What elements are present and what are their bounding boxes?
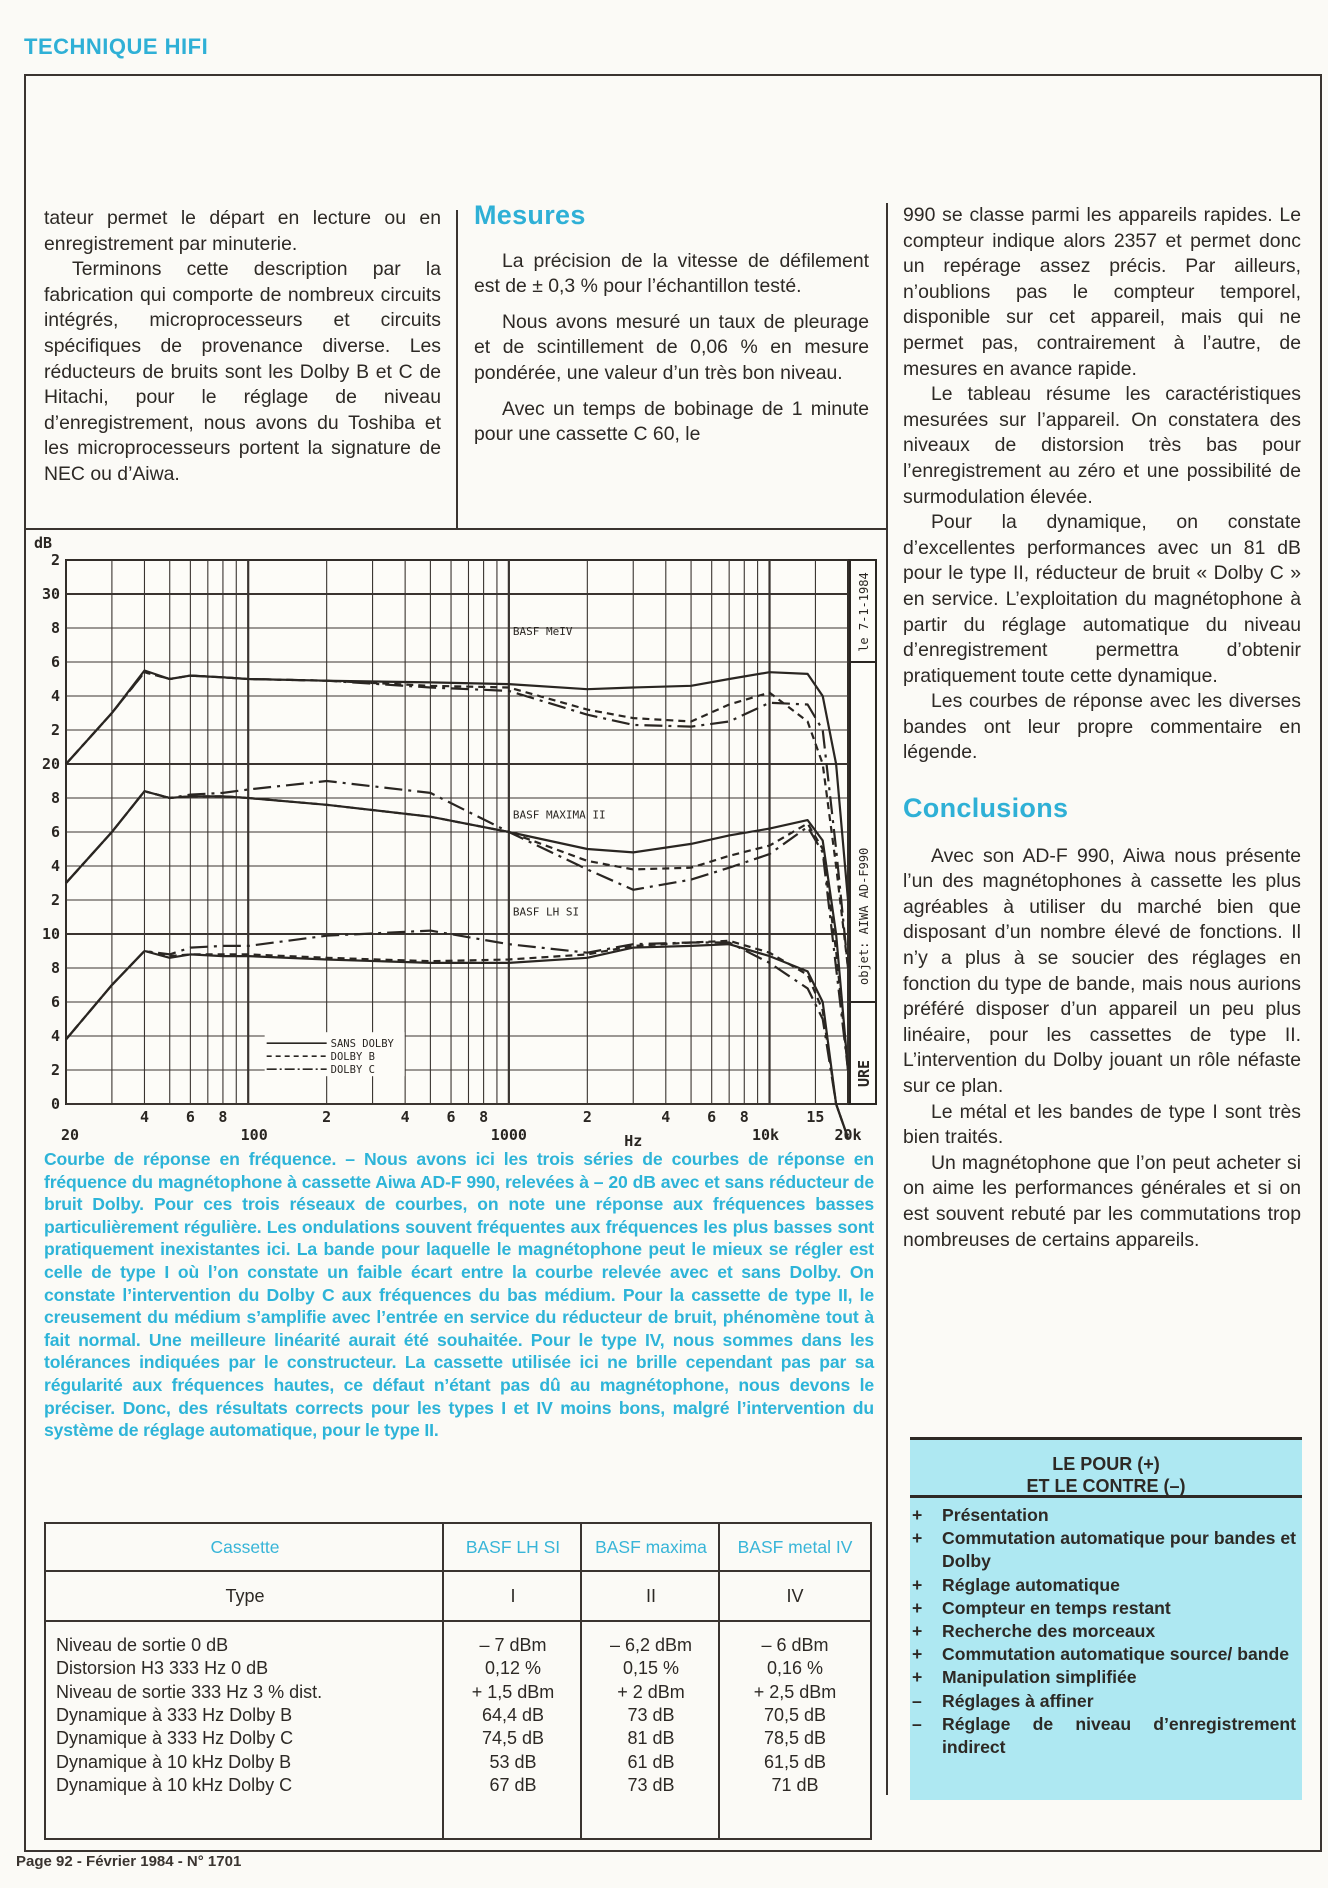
table-row	[46, 1751, 870, 1774]
x-tick-label: 6	[446, 1108, 456, 1126]
pros-cons-box	[910, 1437, 1302, 1800]
x-tick-label: 20	[60, 1126, 80, 1144]
y-tick-label: 2	[50, 551, 60, 569]
table-cell: 78,5 dB	[763, 1728, 827, 1749]
x-tick-label: 2	[582, 1108, 592, 1126]
ure-logo-icon: URE	[855, 1059, 873, 1087]
plus-icon: +	[912, 1621, 923, 1642]
x-tick-label: 4	[661, 1108, 671, 1126]
y-tick-label: 6	[50, 823, 60, 841]
table-cell: 73 dB	[627, 1704, 675, 1725]
table-header-cell: Cassette	[210, 1537, 280, 1557]
x-tick-label: 6	[185, 1108, 195, 1126]
chart-canvas	[30, 530, 890, 1150]
table-cell: 0,12 %	[484, 1658, 542, 1679]
plus-icon: +	[912, 1528, 923, 1549]
chart-object: objet: AIWA AD-F990	[857, 847, 871, 985]
legend-label: DOLBY B	[330, 1051, 375, 1064]
pros-cons-item-label: Réglage de niveau d’enregistrement indirect	[942, 1713, 1296, 1758]
paragraph: Avec son AD-F 990, Aiwa nous présente l’un des magnétophones à cassette les plus agréables à utiliser du marché bien que disposant d’un nombre élevé de fonctions. Il n’y a plus à se soucier des réglages en fonction du type de bande, mais nous aurions préféré disposer d’un appareil un peu plus linéaire, pour les cassettes de type II. L’intervention du Dolby jouant un rôle néfaste sur ce plan.	[903, 844, 1301, 1097]
table-row	[46, 1774, 870, 1797]
plus-icon: +	[912, 1597, 923, 1618]
paragraph: Avec un temps de bobinage de 1 minute pour une cassette C 60, le	[474, 397, 869, 446]
x-tick-label: 10k	[751, 1126, 780, 1144]
table-cell: 61 dB	[627, 1751, 675, 1772]
table-cell: – 6,2 dBm	[609, 1635, 693, 1655]
table-row	[46, 1681, 870, 1704]
table-cell: 64,4 dB	[481, 1704, 545, 1725]
plus-icon: +	[912, 1644, 923, 1665]
y-tick-label: 4	[50, 687, 60, 705]
y-axis-unit: dB	[34, 534, 53, 552]
table-cell: + 1,5 dBm	[471, 1681, 555, 1702]
plus-icon: +	[912, 1505, 923, 1525]
table-cell: Distorsion H3 333 Hz 0 dB	[56, 1658, 269, 1679]
table-cell: IV	[786, 1586, 804, 1606]
paragraph: Le tableau résume les caractéristiques mesurées sur l’appareil. On constatera des niveaux de distorsion très bas pour l’enregistrement au zéro et une possibilité de surmodulation élevée.	[903, 383, 1301, 508]
chart-date: le 7-1-1984	[857, 572, 871, 652]
y-tick-label: 2	[50, 891, 60, 909]
table-cell: 0,16 %	[766, 1658, 824, 1679]
pros-cons-title-line: LE POUR (+)	[1052, 1454, 1160, 1474]
y-tick-label: 2	[50, 1061, 60, 1079]
table-header-row	[46, 1524, 870, 1570]
plus-icon: +	[912, 1574, 923, 1595]
table-cell: – 6 dBm	[761, 1635, 829, 1655]
table-cell: Dynamique à 10 kHz Dolby B	[56, 1751, 292, 1772]
paragraph: Terminons cette description par la fabrication qui comporte de nombreux circuits intégrés, microprocesseurs et circuits spécifiques de provenance diverse. Les réducteurs de bruits sont les Dolby B et C de Hitachi, pour le réglage de niveau d’enregistrement, nous avons du Toshiba et les microprocesseurs portent la signature de NEC ou d’Aiwa.	[44, 258, 441, 485]
pros-cons-title-line: ET LE CONTRE (–)	[1026, 1476, 1186, 1496]
x-tick-label: 6	[707, 1108, 717, 1126]
y-tick-label: 4	[50, 857, 60, 875]
x-tick-label: 8	[739, 1108, 749, 1126]
section-tag: TECHNIQUE HIFI	[24, 34, 209, 59]
y-tick-label: 6	[50, 993, 60, 1011]
y-tick-label: 8	[50, 619, 60, 637]
plus-icon: +	[912, 1667, 923, 1688]
curve-group-label: BASF MeIV	[512, 624, 573, 638]
pro-item	[910, 1574, 1296, 1597]
table-cell: Dynamique à 333 Hz Dolby C	[56, 1728, 294, 1749]
table-cell: 67 dB	[489, 1774, 537, 1795]
table-row	[46, 1634, 870, 1657]
x-tick-label: 8	[218, 1108, 228, 1126]
x-tick-label: 1000	[490, 1126, 527, 1144]
table-cell: Dynamique à 10 kHz Dolby C	[56, 1774, 293, 1795]
table-cell: Niveau de sortie 0 dB	[56, 1635, 229, 1655]
column-1	[44, 206, 441, 488]
table-row	[46, 1704, 870, 1727]
paragraph: tateur permet le départ en lecture ou en enregistrement par minuterie.	[44, 207, 441, 255]
con-item	[910, 1713, 1296, 1759]
table-cell: Dynamique à 333 Hz Dolby B	[56, 1704, 293, 1725]
table-cell: 61,5 dB	[763, 1751, 827, 1772]
table-row	[46, 1727, 870, 1750]
legend-label: DOLBY C	[330, 1064, 375, 1077]
pros-cons-item-label: Commutation automatique source/ bande	[942, 1644, 1290, 1665]
x-tick-label: 20k	[834, 1126, 862, 1144]
y-tick-label: 2	[50, 721, 60, 739]
frequency-response-chart	[30, 530, 890, 1150]
column-divider	[456, 210, 458, 528]
table-cell: 71 dB	[771, 1774, 819, 1795]
table-cell: + 2,5 dBm	[753, 1681, 837, 1702]
y-tick-label: 20	[41, 755, 60, 773]
measurements-table	[44, 1522, 872, 1840]
pro-item	[910, 1620, 1296, 1643]
table-cell: I	[510, 1586, 516, 1606]
pro-item	[910, 1504, 1296, 1527]
table-type-row	[46, 1572, 870, 1620]
table-header-cell: BASF maxima	[595, 1537, 707, 1557]
conclusions-heading: Conclusions	[903, 793, 1069, 824]
curve-group-label: BASF MAXIMA II	[512, 808, 606, 822]
table-header-cell: BASF LH SI	[465, 1537, 561, 1557]
y-tick-label: 8	[50, 789, 60, 807]
pros-cons-title	[910, 1440, 1302, 1498]
paragraph: Le métal et les bandes de type I sont très bien traités.	[903, 1100, 1301, 1149]
minus-icon: –	[912, 1713, 922, 1734]
y-tick-label: 0	[50, 1095, 60, 1113]
table-cell: 53 dB	[489, 1751, 537, 1772]
table-cell: 70,5 dB	[763, 1704, 827, 1725]
page-footer: Page 92 - Février 1984 - N° 1701	[16, 1853, 242, 1870]
table-cell: Niveau de sortie 333 Hz 3 % dist.	[56, 1681, 323, 1702]
table-cell: 81 dB	[627, 1728, 675, 1749]
paragraph: Les courbes de réponse avec les diverses bandes ont leur propre commentaire en légende.	[903, 690, 1301, 764]
pro-item	[910, 1597, 1296, 1620]
column-2	[474, 200, 869, 448]
y-tick-label: 30	[41, 585, 60, 603]
pros-cons-item-label: Présentation	[942, 1505, 1049, 1525]
x-tick-label: 2	[322, 1108, 332, 1126]
table-cell: 73 dB	[627, 1774, 675, 1795]
table-row-divider	[46, 1620, 870, 1622]
table-cell: – 7 dBm	[479, 1635, 547, 1655]
table-cell: II	[645, 1586, 656, 1606]
x-tick-label: 4	[139, 1108, 149, 1126]
curve-group-label: BASF LH SI	[512, 905, 580, 919]
x-tick-label: 8	[479, 1108, 489, 1126]
paragraph: Un magnétophone que l’on peut acheter si on aime les performances générales et si on est souvent rebuté par les commutations trop nombreuses de certains appareils.	[903, 1151, 1301, 1251]
table-cell: 74,5 dB	[481, 1728, 545, 1749]
pros-cons-item-label: Recherche des morceaux	[942, 1621, 1156, 1642]
paragraph: Nous avons mesuré un taux de pleurage et de scintillement de 0,06 % en mesure pondérée, une valeur d’un très bon niveau.	[474, 310, 869, 384]
table-cell: Type	[225, 1586, 265, 1606]
minus-icon: –	[912, 1690, 922, 1711]
x-axis-unit: Hz	[624, 1132, 643, 1150]
x-tick-label: 100	[240, 1126, 268, 1144]
y-tick-label: 10	[41, 925, 60, 943]
mesures-heading: Mesures	[474, 200, 586, 230]
y-tick-label: 4	[50, 1027, 60, 1045]
table-cell: + 2 dBm	[617, 1681, 685, 1702]
chart-caption: Courbe de réponse en fréquence. – Nous avons ici les trois séries de courbes de réponse en fréquence du magnétophone à cassette Aiwa AD-F 990, relevées à – 20 dB avec et sans réducteur de bruit Dolby. Pour ces trois réseaux de courbes, on note une réponse aux fréquences basses particulièrement régulière. Les ondulations souvent fréquentes aux fréquences les plus basses sont pratiquement inexistantes ici. La bande pour laquelle le magnétophone peut le mieux se régler est celle de type I où l’on constate un faible écart entre la courbe relevée avec et sans Dolby. On constate l’intervention du Dolby C aux fréquences du bas médium. Pour la cassette de type II, le creusement du médium s’amplifie avec l’entrée en service du réducteur de bruit, phénomène tout à fait normal. Une meilleure linéarité aurait été souhaitée. Pour le type IV, nous sommes dans les tolérances indiquées par le constructeur. La cassette utilisée ici ne brille cependant pas par sa régularité aux fréquences hautes, ce défaut n’étant pas dû au magnétophone, nous devons le préciser. Donc, des résultats corrects pour les types I et IV moins bons, malgré l’intervention du système de réglage automatique, pour le type II.	[44, 1149, 874, 1441]
column-3	[903, 203, 1301, 1253]
table-cell: 0,15 %	[622, 1658, 680, 1679]
y-tick-label: 8	[50, 959, 60, 977]
paragraph: 990 se classe parmi les appareils rapides. Le compteur indique alors 2357 et permet donc un repérage assez précis. Par ailleurs, n’oublions pas le compteur temporel, disponible sur cet appareil, mais qui ne permet pas, contrairement à l’autre, de mesures en avance rapide.	[903, 204, 1301, 380]
table-row	[46, 1657, 870, 1680]
pros-cons-list	[910, 1504, 1302, 1759]
pro-item	[910, 1666, 1296, 1689]
pros-cons-item-label: Manipulation simplifiée	[942, 1667, 1137, 1688]
con-item	[910, 1690, 1296, 1713]
pros-cons-item-label: Réglage automatique	[942, 1574, 1120, 1595]
pro-item	[910, 1527, 1296, 1573]
paragraph: Pour la dynamique, on constate d’excellentes performances avec un 81 dB pour le type II, réducteur de bruit « Dolby C » en service. L’exploitation du magnétophone à partir du réglage automatique du niveau d’enregistrement permettra d’obtenir pratiquement toute cette dynamique.	[903, 511, 1301, 687]
pros-cons-item-label: Compteur en temps restant	[942, 1597, 1171, 1618]
pro-item	[910, 1643, 1296, 1666]
paragraph: La précision de la vitesse de défilement est de ± 0,3 % pour l’échantillon testé.	[474, 249, 869, 298]
pros-cons-item-label: Réglages à affiner	[942, 1690, 1094, 1711]
table-header-cell: BASF metal IV	[737, 1537, 853, 1557]
legend-label: SANS DOLBY	[330, 1038, 394, 1051]
y-tick-label: 6	[50, 653, 60, 671]
pros-cons-item-label: Commutation automatique pour bandes et Dolby	[942, 1528, 1296, 1572]
x-tick-label: 4	[400, 1108, 410, 1126]
x-tick-label: 15	[806, 1108, 825, 1126]
